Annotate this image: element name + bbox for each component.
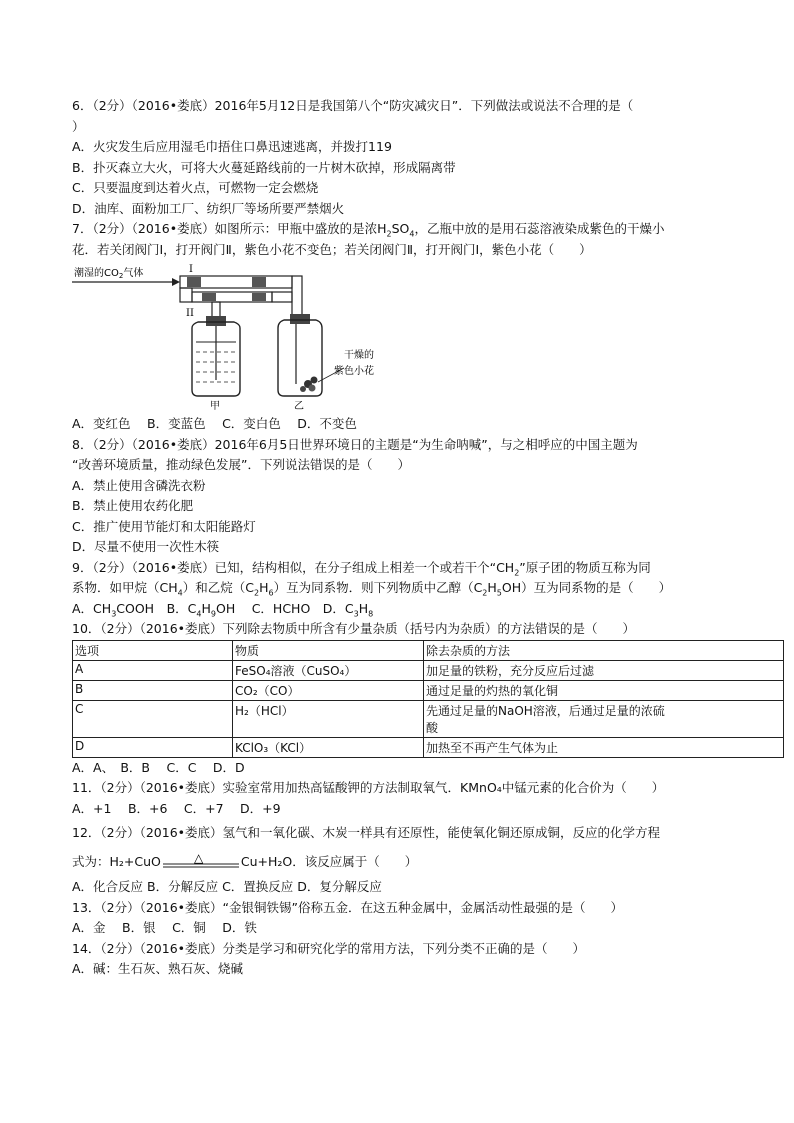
valve-1-label: I [189,264,193,275]
q7-stem-line1: 7．（2分）（2016•娄底）如图所示：甲瓶中盛放的是浓$H_2SO_4$，乙瓶中放的是用石蕊溶液染成紫色的干燥小 [72,221,665,239]
q9-options: A．$CH_3COOH$ B．$C_4H_9OH$ C．HCHO D．$C_3H_8$ [72,600,374,618]
q13-options: A．金 B．银 C．铜 D．铁 [72,920,257,935]
yi-stopper [290,314,310,324]
q12-eq-prefix: 式为：H₂+CuO [72,854,161,869]
row-option: B [73,680,233,700]
flower-label-2: 紫色小花 [334,366,374,377]
q11-options: A．+1 B．+6 C．+7 D．+9 [72,800,281,816]
row-method: 加足量的铁粉，充分反应后过滤 [424,660,784,680]
row-method-line1: 先通过足量的NaOH溶液，后通过足量的浓硫 [426,703,665,718]
q6-option-c: C．只要温度到达着火点，可燃物一定会燃烧 [72,180,319,195]
arrow-head [172,278,180,286]
return-pipe [272,292,292,302]
q9-l2-a: 系物．如甲烷（CH [72,580,178,595]
purple-flower [300,377,318,393]
question-7 [72,219,722,435]
bottle-yi-label: 乙 [294,401,304,410]
valve-lower-connector [252,293,266,301]
q14-stem: 14．（2分）（2016•娄底）分类是学习和研究化学的常用方法，下列分类不正确的是（ ） [72,940,586,956]
header-method: 除去杂质的方法 [424,640,784,660]
valve-2-label: II [186,308,194,319]
row-method: 通过足量的灼热的氧化铜 [424,680,784,700]
q10-options: A．A、 B．B C．C D．D [72,759,245,775]
q7-apparatus-figure [72,262,432,410]
q9-stem-part1: 9．（2分）（2016•娄底）已知，结构相似，在分子组成上相差一个或若干个“CH [72,559,515,575]
question-12 [72,819,722,898]
question-10 [72,619,722,778]
q12-stem: 12．（2分）（2016•娄底）氢气和一氧化碳、木炭一样具有还原性，能使氧化铜还原成铜，反应的化学方程 [72,825,661,840]
row-method: 加热至不再产生气体为止 [424,737,784,757]
q8-option-d: D．尽量不使用一次性木筷 [72,539,220,554]
apparatus-diagram [72,262,432,410]
table-row [73,700,784,737]
q9-stem-line2: 系物．如甲烷$(CH_4)$和乙烷$(C_2H_6)$互为同系物．则下列物质中乙醇$(C_2H_5OH)$互为同系物的是（ ） [72,580,672,598]
jia-stopper [206,316,226,326]
q9-l2-c: H [259,580,269,595]
q6-option-a: A．火灾发生后应用湿毛巾捂住口鼻迅速逃离，并拨打119 [72,139,392,154]
row-substance: KClO₃（KCl） [233,737,424,757]
row-substance: H₂（HCl） [233,700,424,737]
table-row [73,680,784,700]
q6-stem-line1: 6．（2分）（2016•娄底）2016年5月12日是我国第八个“防灾减灾日”．下列做法或说法不合理的是（ [72,98,634,113]
row-option: C [73,700,233,737]
q9-opt-b: COOH B．C [116,600,197,616]
q12-equation-line [72,847,722,877]
q10-stem: 10．（2分）（2016•娄底）下列除去物质中所含有少量杂质（括号内为杂质）的方法错误的是（ ） [72,621,636,636]
heat-symbol: △ [193,852,204,865]
q6-option-b: B．扑灭森立大火，可将大火蔓延路线前的一片树木砍掉，形成隔离带 [72,159,456,175]
q7-stem-part1: 7．（2分）（2016•娄底）如图所示：甲瓶中盛放的是浓H [72,221,387,236]
table-row [73,737,784,757]
header-substance: 物质 [233,640,424,660]
valve-2 [202,293,216,301]
valve-connector [252,277,266,287]
q9-stem-line1: 9．（2分）（2016•娄底）已知，结构相似，在分子组成上相差一个或若干个“$CH_2$”原子团的物质互称为同 [72,559,651,577]
q6-stem-line2: ） [72,118,85,134]
q7-stem-part2: SO [391,221,410,236]
q6-option-d: D．油库、面粉加工厂、纺织厂等场所要严禁烟火 [72,200,345,216]
bottle-jia-label: 甲 [210,401,220,410]
exam-page [72,96,722,980]
branch-pipe [180,288,192,302]
q8-stem-line2: “改善环境质量，推动绿色发展”．下列说法错误的是（ ） [72,457,410,472]
row-substance: FeSO₄溶液（CuSO₄） [233,660,424,680]
q9-opt-a: A．CH [72,600,112,616]
q9-l2-b: ）和乙烷（C [182,580,254,595]
q8-option-c: C．推广使用节能灯和太阳能路灯 [72,518,256,534]
flower-label-1: 干燥的 [344,350,374,361]
header-option: 选项 [73,640,233,660]
question-8 [72,435,722,558]
reaction-arrow [161,851,241,869]
q7-options: A．变红色 B．变蓝色 C．变白色 D．不变色 [72,416,357,431]
question-11 [72,778,722,819]
table-row [73,660,784,680]
question-6 [72,96,722,219]
q12-options: A．化合反应 B．分解反应 C．置换反应 D．复分解反应 [72,879,382,894]
table-header-row [73,640,784,660]
q9-opt-d: H [358,600,369,616]
q9-opt-c: OH C．HCHO D．C [215,600,354,616]
q9-stem-part2: ”原子团的物质互称为同 [519,559,651,575]
valve-1 [187,277,201,287]
q11-stem: 11．（2分）（2016•娄底）实验室常用加热高锰酸钾的方法制取氧气．KMnO₄中锰元素的化合价为（ ） [72,780,665,795]
row-substance: CO₂（CO） [233,680,424,700]
bottle-yi [278,320,322,396]
q8-option-a: A．禁止使用含磷洗衣粉 [72,477,206,493]
gas-label: 潮湿的$CO_2$气体 [74,268,144,280]
row-method-line2: 酸 [426,720,439,735]
q9-opt-b2: H [201,600,211,616]
q9-l2-f: OH）互为同系物的是（ ） [501,580,672,595]
q9-l2-d: ）互为同系物．则下列物质中乙醇（C [273,580,483,595]
q12-eq-suffix: Cu+H₂O．该反应属于（ ） [240,854,418,869]
q8-option-b: B．禁止使用农药化肥 [72,498,194,513]
q10-table [72,640,784,758]
row-method [424,700,784,737]
q7-stem-line2: 花．若关闭阀门Ⅰ，打开阀门Ⅱ，紫色小花不变色；若关闭阀门Ⅱ，打开阀门Ⅰ，紫色小花（ ） [72,241,592,257]
q9-l2-e: H [487,580,497,595]
yi-connector-pipe [292,276,302,316]
q8-stem-line1: 8．（2分）（2016•娄底）2016年6月5日世界环境日的主题是“为生命呐喊”，与之相呼应的中国主题为 [72,436,638,452]
q13-stem: 13．（2分）（2016•娄底）“金银铜铁锡”俗称五金．在这五种金属中，金属活动性最强的是（ ） [72,899,623,915]
q14-option-a: A．碱：生石灰、熟石灰、烧碱 [72,961,244,976]
question-14 [72,939,722,980]
question-13 [72,898,722,939]
question-9 [72,558,722,620]
row-option: A [73,660,233,680]
q7-stem-part3: ，乙瓶中放的是用石蕊溶液染成紫色的干燥小 [414,221,665,236]
row-option: D [73,737,233,757]
